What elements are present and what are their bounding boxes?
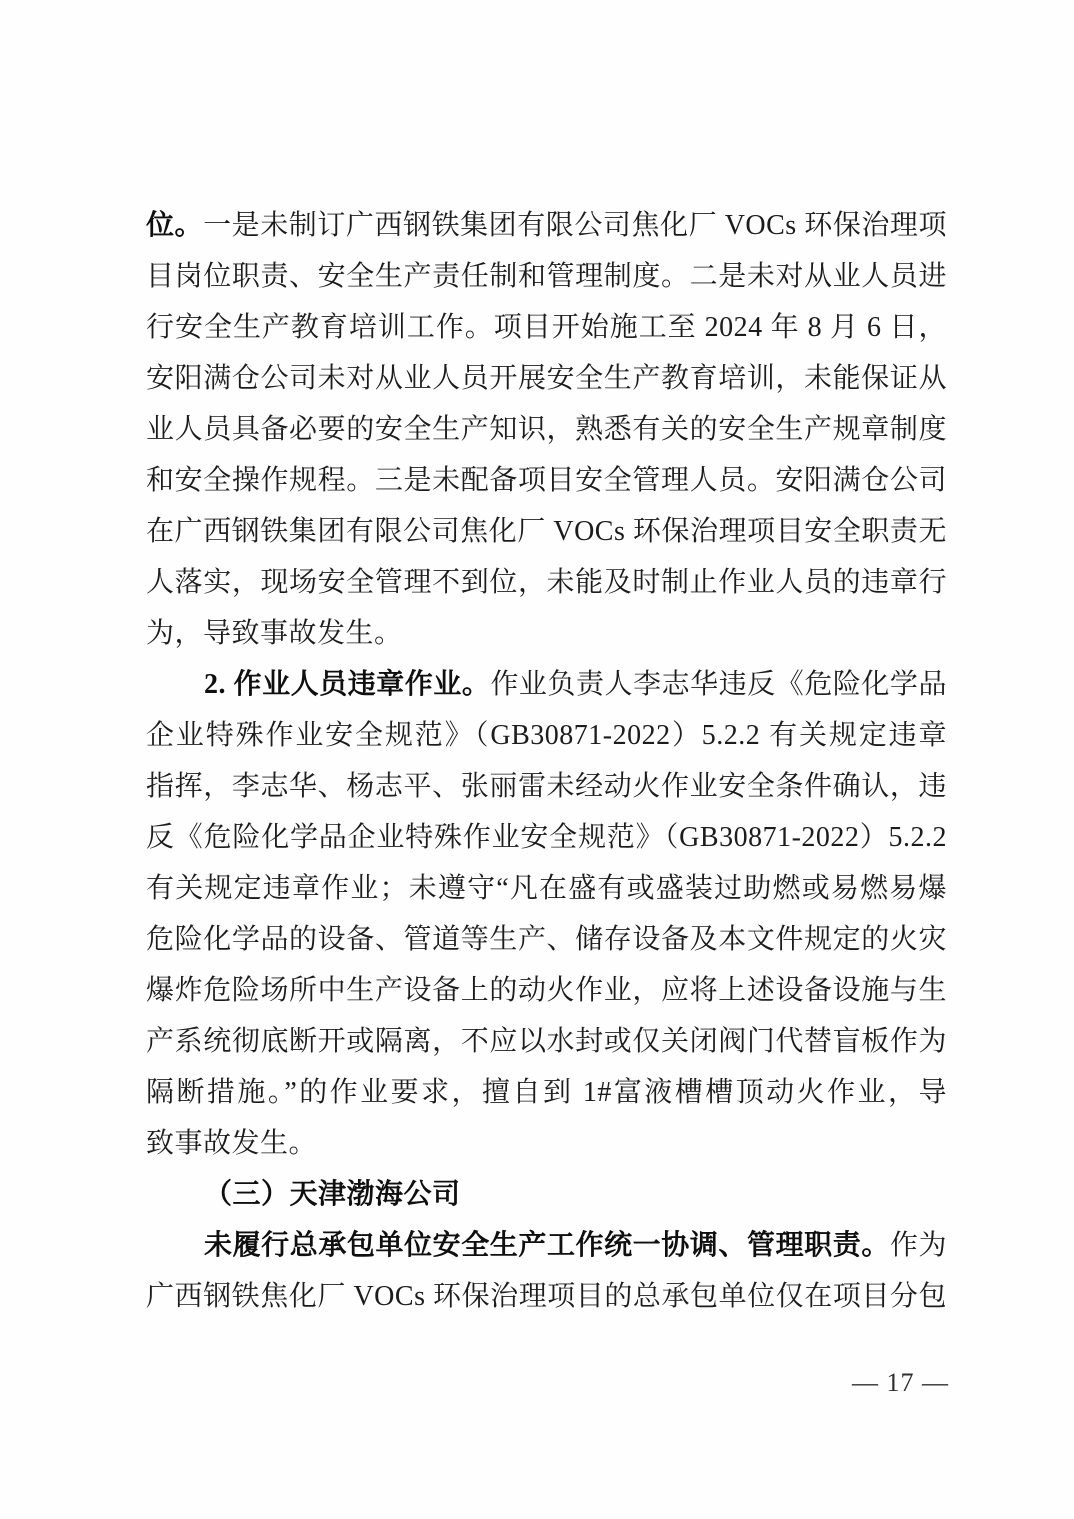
bold-text-segment: 未履行总承包单位安全生产工作统一协调、管理职责。	[204, 1230, 890, 1261]
text-line	[146, 965, 947, 1016]
text-segment: 有关规定违章作业；未遵守“凡在盛有或盛装过助燃或易燃易爆	[146, 873, 947, 904]
text-line	[146, 710, 947, 761]
text-segment: 企业特殊作业安全规范》（GB30871-2022）5.2.2 有关规定违章	[146, 720, 947, 751]
text-segment: 作为	[889, 1230, 947, 1261]
text-line	[146, 863, 947, 914]
bold-text-segment: 2. 作业人员违章作业。	[204, 669, 491, 700]
page-number: — 17 —	[852, 1368, 949, 1397]
text-segment: 目岗位职责、安全生产责任制和管理制度。二是未对从业人员进	[146, 261, 947, 292]
text-segment: 作业负责人李志华违反《危险化学品	[490, 669, 947, 700]
text-line	[146, 506, 947, 557]
text-segment: 行安全生产教育培训工作。项目开始施工至 2024 年 8 月 6 日，	[146, 312, 947, 343]
text-segment: 危险化学品的设备、管道等生产、储存设备及本文件规定的火灾	[146, 924, 947, 955]
text-segment: 爆炸危险场所中生产设备上的动火作业，应将上述设备设施与生	[146, 975, 947, 1006]
text-line	[146, 608, 947, 659]
text-line	[146, 557, 947, 608]
text-line	[146, 1220, 947, 1271]
text-segment: 反《危险化学品企业特殊作业安全规范》（GB30871-2022）5.2.2	[146, 822, 947, 853]
text-line	[146, 1169, 947, 1220]
document-lines	[146, 200, 947, 1322]
text-segment: 人落实，现场安全管理不到位，未能及时制止作业人员的违章行	[146, 567, 947, 598]
text-segment: 安阳满仓公司未对从业人员开展安全生产教育培训，未能保证从	[146, 363, 947, 394]
text-segment: 为，导致事故发生。	[146, 618, 403, 649]
text-line	[146, 1271, 947, 1322]
text-line	[146, 200, 947, 251]
text-line	[146, 1016, 947, 1067]
text-line	[146, 659, 947, 710]
text-line	[146, 761, 947, 812]
text-line	[146, 353, 947, 404]
text-segment: 隔断措施。”的作业要求，擅自到 1#富液槽槽顶动火作业，导	[146, 1077, 947, 1108]
text-line	[146, 251, 947, 302]
text-line	[146, 404, 947, 455]
text-segment: 业人员具备必要的安全生产知识，熟悉有关的安全生产规章制度	[146, 414, 947, 445]
text-line	[146, 1067, 947, 1118]
bold-text-segment: （三）天津渤海公司	[204, 1179, 461, 1210]
text-line	[146, 812, 947, 863]
text-line	[146, 914, 947, 965]
text-segment: 广西钢铁焦化厂 VOCs 环保治理项目的总承包单位仅在项目分包	[146, 1281, 947, 1312]
bold-text-segment: 位。	[146, 210, 204, 241]
text-segment: 指挥，李志华、杨志平、张丽雷未经动火作业安全条件确认，违	[146, 771, 947, 802]
text-line	[146, 302, 947, 353]
text-segment: 产系统彻底断开或隔离，不应以水封或仅关闭阀门代替盲板作为	[146, 1026, 947, 1057]
text-segment: 致事故发生。	[146, 1128, 318, 1159]
text-line	[146, 1118, 947, 1169]
text-segment: 和安全操作规程。三是未配备项目安全管理人员。安阳满仓公司	[146, 465, 947, 496]
text-segment: 一是未制订广西钢铁集团有限公司焦化厂 VOCs 环保治理项	[203, 210, 947, 241]
text-segment: 在广西钢铁集团有限公司焦化厂 VOCs 环保治理项目安全职责无	[146, 516, 947, 547]
text-line	[146, 455, 947, 506]
